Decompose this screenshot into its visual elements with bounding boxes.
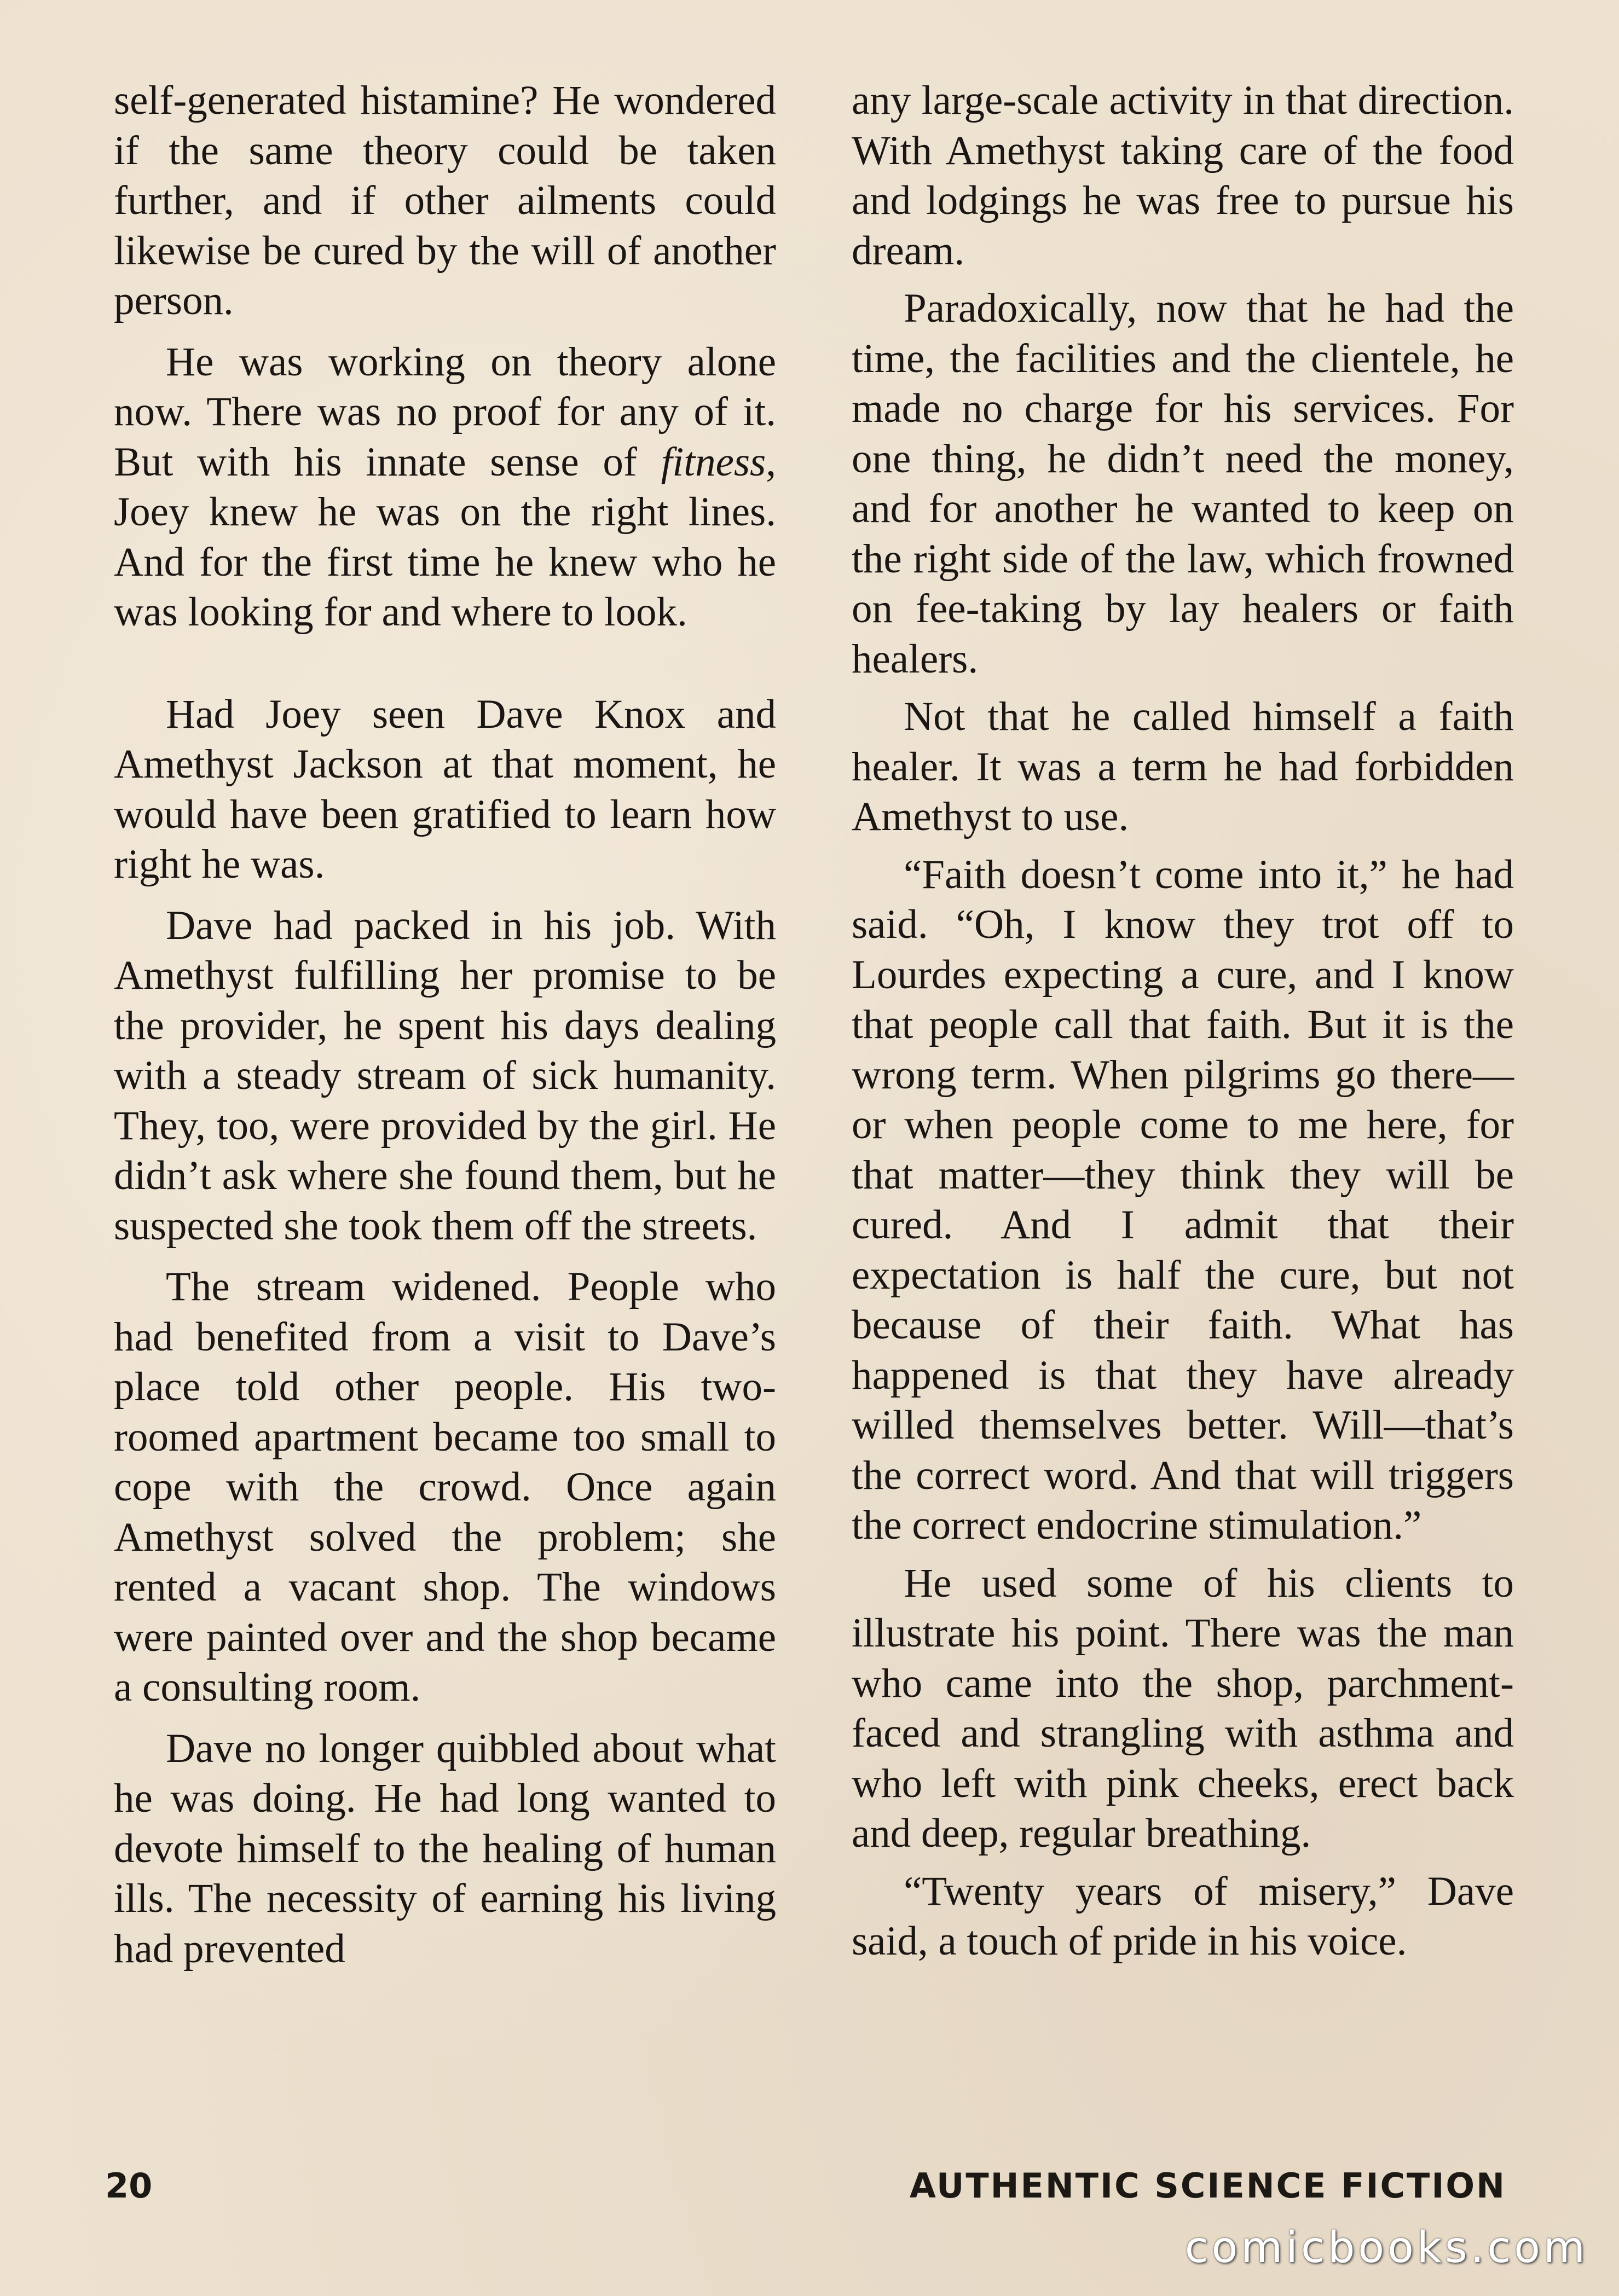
page-footer: [105, 2164, 1506, 2208]
italic-word: fitness: [661, 439, 766, 485]
watermark-text: comicbooks.com: [1184, 2223, 1588, 2272]
paragraph: “Twenty years of misery,” Dave said, a touch of pride in his voice.: [852, 1868, 1514, 1964]
paragraph: “Faith doesn’t come into it,” he had said. “Oh, I know they trot off to Lourdes expecting a cure, and I know that people call that faith. But it is the wrong term. When pilgrims go there—or when people come to me here, for that matter—they think they will be cured. And I admit that their expectation is half the cure, but not because of their faith. What has happened is that they have already willed themselves better. Will—that’s the correct word. And that will triggers the correct endocrine stimulation.”: [852, 851, 1514, 1548]
paragraph: Not that he called himself a faith healer. It was a term he had forbidden Amethyst to use.: [852, 694, 1514, 839]
paragraph: He used some of his clients to illustrate his point. There was the man who came into the shop, parchment-faced and strangling with asthma and who left with pink cheeks, erect back and deep, regular breathing.: [852, 1560, 1514, 1856]
paragraph: self-generated histamine? He wondered if the same theory could be taken further, and if other ailments could likewise be cured by the will of another person.: [114, 78, 776, 323]
paragraph: [114, 337, 776, 637]
paragraph-text: He was working on theory alone now. There was no proof for any of it. But with his innate sense of: [114, 339, 776, 485]
paragraph: Had Joey seen Dave Knox and Amethyst Jackson at that moment, he would have been gratified to learn how right he was.: [114, 691, 776, 887]
right-text-column: [852, 76, 1514, 1967]
paragraph: any large-scale activity in that direction. With Amethyst taking care of the food and lodgings he was free to pursue his dream.: [852, 78, 1514, 274]
running-footer-title: AUTHENTIC SCIENCE FICTION: [909, 2166, 1506, 2206]
page-number: 20: [105, 2166, 153, 2206]
paragraph: Dave had packed in his job. With Amethyst fulfilling her promise to be the provider, he spent his days dealing with a steady stream of sick humanity. They, too, were provided by the girl. He didn’t ask where she found them, but he suspected she took them off the streets.: [114, 902, 776, 1249]
left-text-column: [114, 76, 776, 1974]
paragraph: Dave no longer quibbled about what he was doing. He had long wanted to devote himself to the healing of human ills. The necessity of earning his living had prevented: [114, 1725, 776, 1972]
paragraph: Paradoxically, now that he had the time, the facilities and the clientele, he made no charge for his services. For one thing, he didn’t need the money, and for another he wanted to keep on the right side of the law, which frowned on fee-taking by lay healers or faith healers.: [852, 286, 1514, 682]
paragraph-text: , Joey knew he was on the right lines. And for the first time he knew who he was looking for and where to look.: [114, 439, 776, 635]
paragraph: The stream widened. People who had benefited from a visit to Dave’s place told other people. His two-roomed apartment became too small to cope with the crowd. Once again Amethyst solved the problem; she rented a vacant shop. The windows were painted over and the shop became a consulting room.: [114, 1264, 776, 1710]
